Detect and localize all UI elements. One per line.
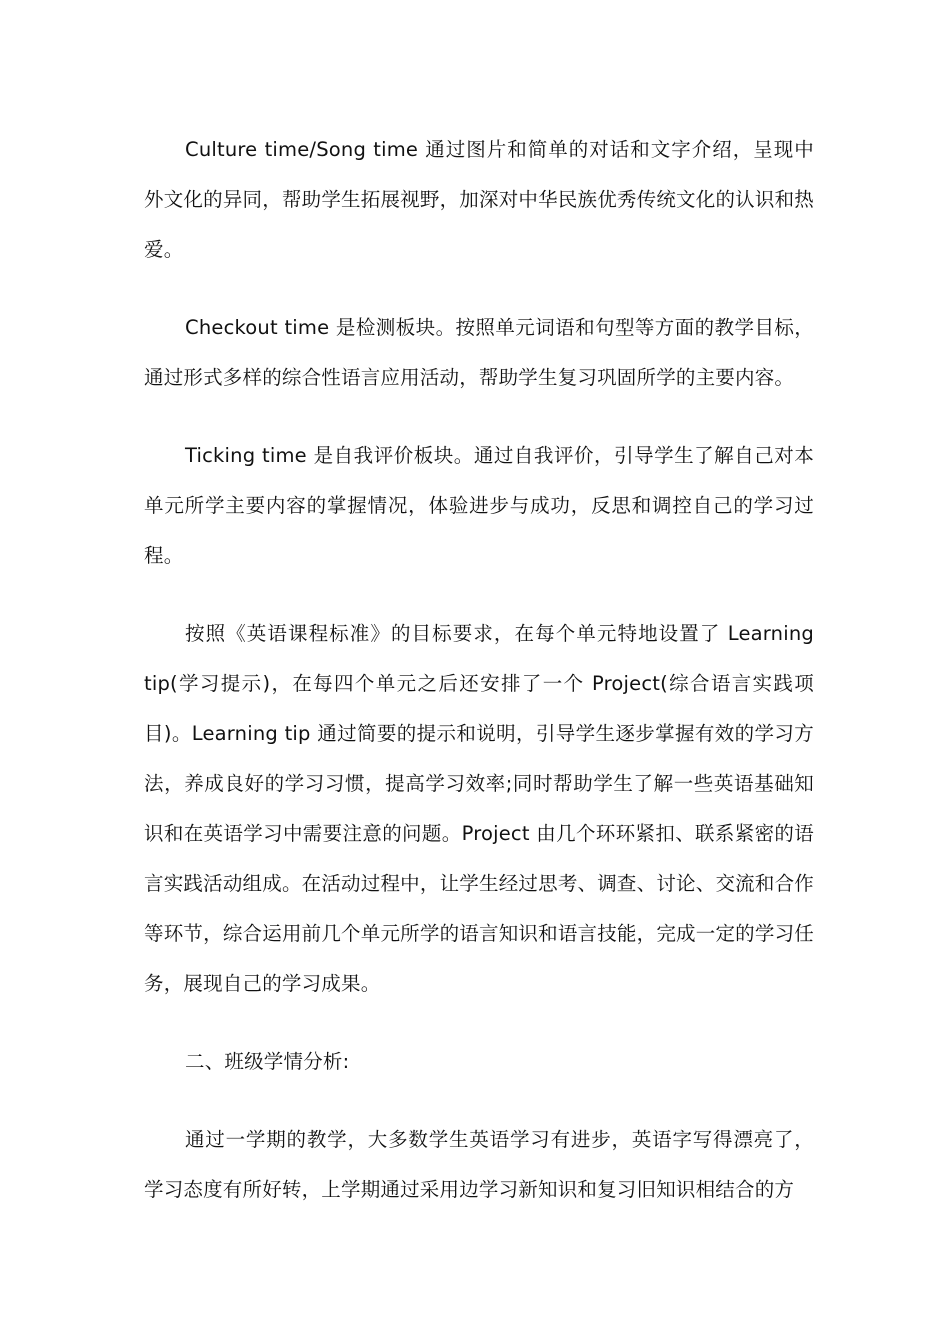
document-page [144,125,814,1243]
paragraph-learning-tip-project: 按照《英语课程标准》的目标要求，在每个单元特地设置了 Learning tip(学习提示)，在每四个单元之后还安排了一个 Project(综合语言实践项目)。Learning tip 通过简要的提示和说明，引导学生逐步掌握有效的学习方法，养成良好的学习习惯，提高学习效率;同时帮助学生了解一些英语基础知识和在英语学习中需要注意的问题。Project 由几个环环紧扣、联系紧密的语言实践活动组成。在活动过程中，让学生经过思考、调查、讨论、交流和合作等环节，综合运用前几个单元所学的语言知识和语言技能，完成一定的学习任务，展现自己的学习成果。 [144,622,814,995]
paragraph-class-analysis: 通过一学期的教学，大多数学生英语学习有进步，英语字写得漂亮了，学习态度有所好转，上学期通过采用边学习新知识和复习旧知识相结合的方 [144,1128,814,1201]
paragraph-checkout-time: Checkout time 是检测板块。按照单元词语和句型等方面的教学目标，通过形式多样的综合性语言应用活动，帮助学生复习巩固所学的主要内容。 [144,316,814,389]
section-heading-class-analysis: 二、班级学情分析: [185,1050,350,1073]
paragraph-ticking-time: Ticking time 是自我评价板块。通过自我评价，引导学生了解自己对本单元所学主要内容的掌握情况，体验进步与成功，反思和调控自己的学习过程。 [144,444,814,567]
paragraph-culture-time: Culture time/Song time 通过图片和简单的对话和文字介绍，呈现中外文化的异同，帮助学生拓展视野，加深对中华民族优秀传统文化的认识和热爱。 [144,138,814,261]
